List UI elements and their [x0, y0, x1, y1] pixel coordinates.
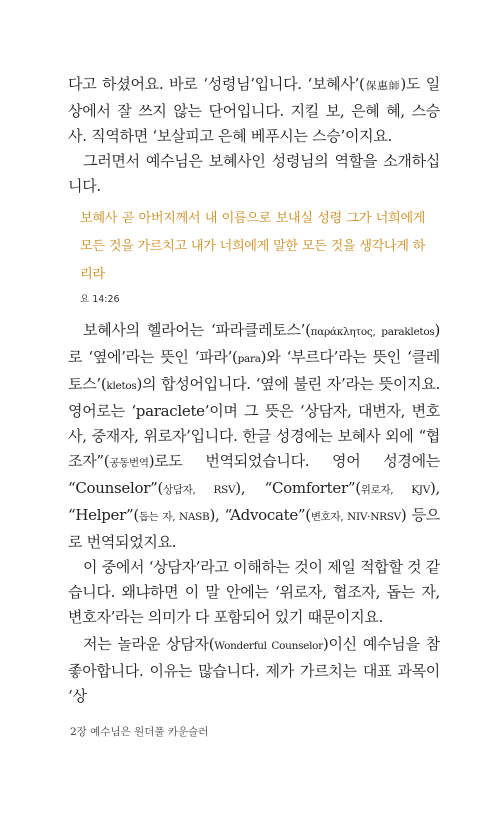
- greek-explanation: [68, 318, 440, 630]
- paragraph-counselor-fit: 이 중에서 ‘상담자’라고 이해하는 것이 제일 적합할 것 같습니다. 왜냐하면 이 말 안에는 ‘위로자, 협조자, 돕는 자, 변호자’라는 의미가 다 포함되어 있기 때문이지요.: [68, 558, 440, 626]
- paragraph-role-intro: 그러면서 예수님은 보혜사인 성령님의 역할을 소개하십니다.: [68, 152, 440, 195]
- quote-reference: 요 14:26: [80, 294, 120, 305]
- quote-text: 보혜사 곧 아버지께서 내 이름으로 보내실 성령 그가 너희에게 모든 것을 가르치고 내가 너희에게 말한 모든 것을 생각나게 하리라: [80, 211, 425, 282]
- opening-paragraphs: [68, 72, 440, 199]
- paragraph-greek-term: 보혜사의 헬라어는 ‘파라클레토스’(παράκλητος, parakletos)로 ‘옆에’라는 뜻인 ‘파라’(para)와 ‘부르다’라는 뜻인 ‘클레토스’(kletos)의 합성어입니다. ‘옆에 불린 자’라는 뜻이지요. 영어로는 ‘paraclete’이며 그 뜻은 ‘상담자, 대변자, 변호사, 중재자, 위로자’입니다. 한글 성경에는 보혜사 외에 “협조자”(공동번역)로도 번역되었습니다. 영어 성경에는 “Counselor”(상담자, RSV), “Comforter”(위로자, KJV), “Helper”(돕는 자, NASB), “Advocate”(변호자, NIV·NRSV) 등으로 번역되었지요.: [68, 321, 441, 551]
- paragraph-wonderful-counselor: 저는 놀라운 상담자(Wonderful Counselor)이신 예수님을 참 좋아합니다. 이유는 많습니다. 제가 가르치는 대표 과목이 ‘상: [68, 635, 440, 705]
- scripture-quote: [80, 205, 425, 305]
- running-footer: 2장 예수님은 원더풀 카운슬러: [70, 726, 209, 738]
- closing-paragraph: [68, 632, 440, 709]
- paragraph-paraclete-meaning: 다고 하셨어요. 바로 ‘성령님’입니다. ‘보혜사’(保惠師)도 일상에서 잘 쓰지 않는 단어입니다. 지킬 보, 은혜 혜, 스승 사. 직역하면 ‘보살피고 은혜 베푸시는 스승’이지요.: [68, 75, 440, 145]
